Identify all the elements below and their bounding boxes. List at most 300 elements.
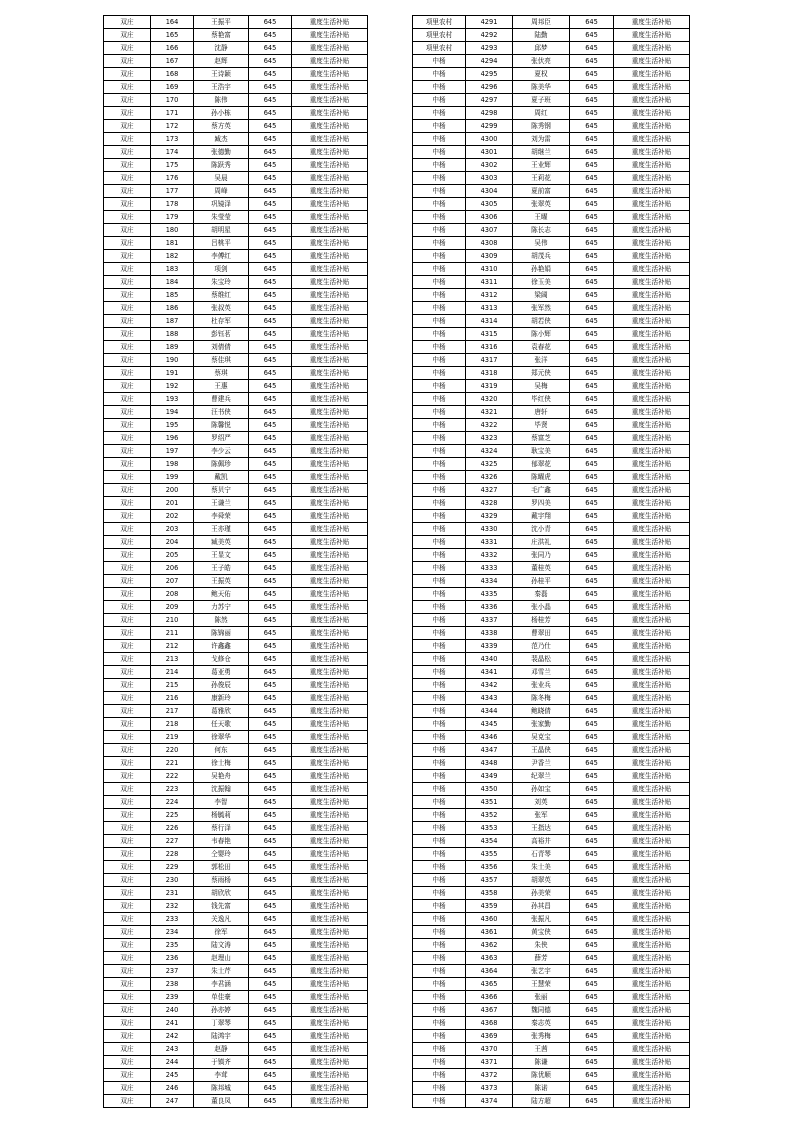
serial-number-cell: 241 — [151, 1017, 194, 1030]
table-row — [413, 1017, 690, 1030]
subsidy-type-cell: 重度生活补贴 — [614, 367, 690, 380]
amount-cell: 645 — [249, 614, 292, 627]
amount-cell: 645 — [570, 224, 614, 237]
subsidy-type-cell: 重度生活补贴 — [292, 523, 368, 536]
amount-cell: 645 — [249, 939, 292, 952]
village-cell: 中杨 — [413, 796, 466, 809]
serial-number-cell: 4352 — [466, 809, 513, 822]
table-row — [104, 653, 368, 666]
serial-number-cell: 204 — [151, 536, 194, 549]
village-cell: 双庄 — [104, 289, 151, 302]
table-row — [413, 81, 690, 94]
village-cell: 中杨 — [413, 965, 466, 978]
subsidy-type-cell: 重度生活补贴 — [614, 250, 690, 263]
amount-cell: 645 — [249, 978, 292, 991]
name-cell: 张同乃 — [513, 549, 570, 562]
amount-cell: 645 — [249, 1043, 292, 1056]
amount-cell: 645 — [249, 406, 292, 419]
serial-number-cell: 4344 — [466, 705, 513, 718]
table-row — [413, 419, 690, 432]
table-row — [413, 458, 690, 471]
subsidy-type-cell: 重度生活补贴 — [614, 393, 690, 406]
amount-cell: 645 — [570, 107, 614, 120]
table-row — [413, 978, 690, 991]
serial-number-cell: 227 — [151, 835, 194, 848]
amount-cell: 645 — [570, 380, 614, 393]
name-cell: 吴艳舟 — [194, 770, 249, 783]
table-row — [413, 1043, 690, 1056]
serial-number-cell: 4325 — [466, 458, 513, 471]
serial-number-cell: 183 — [151, 263, 194, 276]
village-cell: 中杨 — [413, 497, 466, 510]
table-row — [413, 445, 690, 458]
subsidy-type-cell: 重度生活补贴 — [292, 159, 368, 172]
name-cell: 夏权 — [513, 68, 570, 81]
amount-cell: 645 — [570, 159, 614, 172]
name-cell: 鲍晓倩 — [513, 705, 570, 718]
name-cell: 朱侠 — [513, 939, 570, 952]
table-row — [413, 107, 690, 120]
serial-number-cell: 4295 — [466, 68, 513, 81]
table-row — [104, 380, 368, 393]
name-cell: 张秀梅 — [513, 1030, 570, 1043]
subsidy-type-cell: 重度生活补贴 — [614, 744, 690, 757]
table-row — [413, 328, 690, 341]
village-cell: 双庄 — [104, 276, 151, 289]
serial-number-cell: 199 — [151, 471, 194, 484]
village-cell: 中杨 — [413, 211, 466, 224]
subsidy-type-cell: 重度生活补贴 — [292, 848, 368, 861]
name-cell: 李傅红 — [194, 250, 249, 263]
subsidy-type-cell: 重度生活补贴 — [292, 94, 368, 107]
village-cell: 项里农村 — [413, 29, 466, 42]
amount-cell: 645 — [570, 991, 614, 1004]
name-cell: 张叔英 — [194, 302, 249, 315]
village-cell: 双庄 — [104, 172, 151, 185]
amount-cell: 645 — [249, 120, 292, 133]
serial-number-cell: 4311 — [466, 276, 513, 289]
name-cell: 蔡维红 — [194, 289, 249, 302]
table-row — [413, 887, 690, 900]
table-row — [413, 406, 690, 419]
name-cell: 王亦瑾 — [194, 523, 249, 536]
subsidy-type-cell: 重度生活补贴 — [614, 55, 690, 68]
name-cell: 吴梅 — [513, 380, 570, 393]
table-row — [413, 874, 690, 887]
name-cell: 张小晶 — [513, 601, 570, 614]
serial-number-cell: 4360 — [466, 913, 513, 926]
serial-number-cell: 4316 — [466, 341, 513, 354]
subsidy-type-cell: 重度生活补贴 — [614, 133, 690, 146]
table-row — [413, 120, 690, 133]
subsidy-type-cell: 重度生活补贴 — [614, 510, 690, 523]
village-cell: 双庄 — [104, 406, 151, 419]
amount-cell: 645 — [570, 172, 614, 185]
amount-cell: 645 — [249, 107, 292, 120]
serial-number-cell: 216 — [151, 692, 194, 705]
name-cell: 吕桃平 — [194, 237, 249, 250]
village-cell: 双庄 — [104, 562, 151, 575]
name-cell: 耿宝美 — [513, 445, 570, 458]
name-cell: 王指达 — [513, 822, 570, 835]
village-cell: 中杨 — [413, 718, 466, 731]
table-row — [413, 1056, 690, 1069]
subsidy-type-cell: 重度生活补贴 — [292, 692, 368, 705]
amount-cell: 645 — [570, 549, 614, 562]
village-cell: 中杨 — [413, 302, 466, 315]
serial-number-cell: 185 — [151, 289, 194, 302]
name-cell: 李少云 — [194, 445, 249, 458]
amount-cell: 645 — [570, 900, 614, 913]
village-cell: 中杨 — [413, 471, 466, 484]
table-row — [104, 224, 368, 237]
serial-number-cell: 215 — [151, 679, 194, 692]
name-cell: 陈秀钢 — [513, 120, 570, 133]
village-cell: 中杨 — [413, 627, 466, 640]
table-row — [413, 16, 690, 29]
table-row — [413, 471, 690, 484]
village-cell: 中杨 — [413, 250, 466, 263]
subsidy-type-cell: 重度生活补贴 — [292, 1043, 368, 1056]
name-cell: 朱莹莹 — [194, 211, 249, 224]
table-row — [104, 146, 368, 159]
subsidy-type-cell: 重度生活补贴 — [614, 874, 690, 887]
name-cell: 杨毓莉 — [194, 809, 249, 822]
village-cell: 双庄 — [104, 237, 151, 250]
subsidy-type-cell: 重度生活补贴 — [614, 107, 690, 120]
village-cell: 双庄 — [104, 211, 151, 224]
table-row — [104, 978, 368, 991]
subsidy-type-cell: 重度生活补贴 — [614, 796, 690, 809]
amount-cell: 645 — [570, 861, 614, 874]
name-cell: 于镇齐 — [194, 1056, 249, 1069]
amount-cell: 645 — [249, 42, 292, 55]
amount-cell: 645 — [249, 523, 292, 536]
village-cell: 双庄 — [104, 718, 151, 731]
amount-cell: 645 — [570, 55, 614, 68]
serial-number-cell: 4308 — [466, 237, 513, 250]
village-cell: 中杨 — [413, 835, 466, 848]
name-cell: 戈修仓 — [194, 653, 249, 666]
serial-number-cell: 228 — [151, 848, 194, 861]
name-cell: 蔡贝宁 — [194, 484, 249, 497]
serial-number-cell: 4327 — [466, 484, 513, 497]
serial-number-cell: 4335 — [466, 588, 513, 601]
name-cell: 罗绍严 — [194, 432, 249, 445]
amount-cell: 645 — [249, 55, 292, 68]
serial-number-cell: 240 — [151, 1004, 194, 1017]
name-cell: 吴晨 — [194, 172, 249, 185]
table-row — [104, 107, 368, 120]
subsidy-type-cell: 重度生活补贴 — [614, 276, 690, 289]
serial-number-cell: 4319 — [466, 380, 513, 393]
table-row — [413, 575, 690, 588]
amount-cell: 645 — [249, 315, 292, 328]
village-cell: 中杨 — [413, 146, 466, 159]
serial-number-cell: 4359 — [466, 900, 513, 913]
subsidy-type-cell: 重度生活补贴 — [292, 29, 368, 42]
village-cell: 中杨 — [413, 757, 466, 770]
amount-cell: 645 — [570, 120, 614, 133]
name-cell: 戴凯 — [194, 471, 249, 484]
serial-number-cell: 4366 — [466, 991, 513, 1004]
village-cell: 双庄 — [104, 120, 151, 133]
name-cell: 王诗颖 — [194, 68, 249, 81]
village-cell: 双庄 — [104, 744, 151, 757]
village-cell: 双庄 — [104, 250, 151, 263]
serial-number-cell: 4345 — [466, 718, 513, 731]
village-cell: 中杨 — [413, 562, 466, 575]
name-cell: 蔡佳琪 — [194, 354, 249, 367]
table-row — [413, 809, 690, 822]
amount-cell: 645 — [249, 185, 292, 198]
name-cell: 胡茂兵 — [513, 250, 570, 263]
village-cell: 中杨 — [413, 926, 466, 939]
subsidy-type-cell: 重度生活补贴 — [292, 146, 368, 159]
amount-cell: 645 — [570, 640, 614, 653]
table-row — [104, 861, 368, 874]
table-row — [413, 68, 690, 81]
village-cell: 中杨 — [413, 900, 466, 913]
amount-cell: 645 — [249, 913, 292, 926]
amount-cell: 645 — [570, 601, 614, 614]
table-row — [413, 42, 690, 55]
table-row — [104, 952, 368, 965]
table-row — [413, 666, 690, 679]
name-cell: 孙如宝 — [513, 783, 570, 796]
name-cell: 胡明星 — [194, 224, 249, 237]
serial-number-cell: 230 — [151, 874, 194, 887]
name-cell: 王子皓 — [194, 562, 249, 575]
name-cell: 汪书侠 — [194, 406, 249, 419]
table-row — [104, 302, 368, 315]
serial-number-cell: 238 — [151, 978, 194, 991]
amount-cell: 645 — [249, 289, 292, 302]
subsidy-type-cell: 重度生活补贴 — [614, 68, 690, 81]
serial-number-cell: 184 — [151, 276, 194, 289]
subsidy-type-cell: 重度生活补贴 — [614, 1069, 690, 1082]
village-cell: 双庄 — [104, 458, 151, 471]
subsidy-type-cell: 重度生活补贴 — [614, 29, 690, 42]
subsidy-type-cell: 重度生活补贴 — [292, 1082, 368, 1095]
name-cell: 项剑 — [194, 263, 249, 276]
subsidy-type-cell: 重度生活补贴 — [614, 120, 690, 133]
subsidy-type-cell: 重度生活补贴 — [614, 224, 690, 237]
subsidy-type-cell: 重度生活补贴 — [614, 1082, 690, 1095]
village-cell: 双庄 — [104, 445, 151, 458]
subsidy-type-cell: 重度生活补贴 — [614, 94, 690, 107]
name-cell: 陈小辉 — [513, 328, 570, 341]
table-row — [104, 458, 368, 471]
subsidy-type-cell: 重度生活补贴 — [614, 731, 690, 744]
amount-cell: 645 — [249, 679, 292, 692]
serial-number-cell: 175 — [151, 159, 194, 172]
serial-number-cell: 4310 — [466, 263, 513, 276]
village-cell: 双庄 — [104, 1069, 151, 1082]
village-cell: 双庄 — [104, 952, 151, 965]
subsidy-type-cell: 重度生活补贴 — [292, 757, 368, 770]
name-cell: 任天歌 — [194, 718, 249, 731]
amount-cell: 645 — [249, 1082, 292, 1095]
serial-number-cell: 4294 — [466, 55, 513, 68]
table-row — [104, 926, 368, 939]
subsidy-type-cell: 重度生活补贴 — [614, 341, 690, 354]
name-cell: 黄宝侠 — [513, 926, 570, 939]
name-cell: 臧美英 — [194, 536, 249, 549]
amount-cell: 645 — [249, 354, 292, 367]
village-cell: 中杨 — [413, 874, 466, 887]
subsidy-type-cell: 重度生活补贴 — [292, 224, 368, 237]
serial-number-cell: 194 — [151, 406, 194, 419]
serial-number-cell: 190 — [151, 354, 194, 367]
village-cell: 中杨 — [413, 367, 466, 380]
amount-cell: 645 — [570, 1043, 614, 1056]
name-cell: 张业兵 — [513, 679, 570, 692]
subsidy-type-cell: 重度生活补贴 — [614, 926, 690, 939]
village-cell: 双庄 — [104, 913, 151, 926]
name-cell: 李君涵 — [194, 978, 249, 991]
serial-number-cell: 4328 — [466, 497, 513, 510]
table-row — [104, 55, 368, 68]
serial-number-cell: 169 — [151, 81, 194, 94]
serial-number-cell: 4340 — [466, 653, 513, 666]
village-cell: 中杨 — [413, 380, 466, 393]
serial-number-cell: 225 — [151, 809, 194, 822]
subsidy-type-cell: 重度生活补贴 — [292, 679, 368, 692]
subsidy-type-cell: 重度生活补贴 — [292, 432, 368, 445]
table-row — [413, 1069, 690, 1082]
subsidy-type-cell: 重度生活补贴 — [292, 55, 368, 68]
subsidy-type-cell: 重度生活补贴 — [614, 536, 690, 549]
serial-number-cell: 213 — [151, 653, 194, 666]
amount-cell: 645 — [570, 653, 614, 666]
village-cell: 双庄 — [104, 653, 151, 666]
subsidy-type-cell: 重度生活补贴 — [614, 835, 690, 848]
name-cell: 张德勤 — [194, 146, 249, 159]
amount-cell: 645 — [570, 237, 614, 250]
amount-cell: 645 — [570, 328, 614, 341]
name-cell: 吴克宝 — [513, 731, 570, 744]
subsidy-type-cell: 重度生活补贴 — [614, 627, 690, 640]
amount-cell: 645 — [570, 1056, 614, 1069]
name-cell: 董良凤 — [194, 1095, 249, 1108]
serial-number-cell: 243 — [151, 1043, 194, 1056]
table-row — [104, 835, 368, 848]
amount-cell: 645 — [249, 887, 292, 900]
village-cell: 中杨 — [413, 523, 466, 536]
table-row — [104, 627, 368, 640]
serial-number-cell: 4291 — [466, 16, 513, 29]
amount-cell: 645 — [249, 705, 292, 718]
amount-cell: 645 — [570, 1030, 614, 1043]
serial-number-cell: 226 — [151, 822, 194, 835]
name-cell: 孙艳娟 — [513, 263, 570, 276]
table-row — [413, 289, 690, 302]
subsidy-type-cell: 重度生活补贴 — [292, 809, 368, 822]
serial-number-cell: 4363 — [466, 952, 513, 965]
village-cell: 中杨 — [413, 458, 466, 471]
serial-number-cell: 235 — [151, 939, 194, 952]
subsidy-type-cell: 重度生活补贴 — [614, 42, 690, 55]
table-row — [413, 848, 690, 861]
name-cell: 赵辉 — [194, 55, 249, 68]
serial-number-cell: 4353 — [466, 822, 513, 835]
table-row — [104, 159, 368, 172]
table-row — [104, 1043, 368, 1056]
amount-cell: 645 — [249, 16, 292, 29]
name-cell: 沈振翰 — [194, 783, 249, 796]
subsidy-type-cell: 重度生活补贴 — [614, 601, 690, 614]
amount-cell: 645 — [249, 575, 292, 588]
serial-number-cell: 4348 — [466, 757, 513, 770]
amount-cell: 645 — [570, 627, 614, 640]
table-row — [104, 692, 368, 705]
serial-number-cell: 4358 — [466, 887, 513, 900]
amount-cell: 645 — [249, 926, 292, 939]
serial-number-cell: 193 — [151, 393, 194, 406]
name-cell: 蔡富芝 — [513, 432, 570, 445]
subsidy-type-cell: 重度生活补贴 — [292, 770, 368, 783]
village-cell: 双庄 — [104, 861, 151, 874]
table-row — [413, 731, 690, 744]
name-cell: 王振平 — [194, 16, 249, 29]
serial-number-cell: 4296 — [466, 81, 513, 94]
village-cell: 双庄 — [104, 523, 151, 536]
village-cell: 中杨 — [413, 289, 466, 302]
amount-cell: 645 — [570, 367, 614, 380]
subsidy-type-cell: 重度生活补贴 — [292, 666, 368, 679]
name-cell: 力苏宁 — [194, 601, 249, 614]
amount-cell: 645 — [570, 198, 614, 211]
name-cell: 周邦臣 — [513, 16, 570, 29]
table-row — [413, 640, 690, 653]
village-cell: 中杨 — [413, 939, 466, 952]
amount-cell: 645 — [249, 809, 292, 822]
subsidy-type-cell: 重度生活补贴 — [292, 705, 368, 718]
serial-number-cell: 4303 — [466, 172, 513, 185]
serial-number-cell: 191 — [151, 367, 194, 380]
subsidy-type-cell: 重度生活补贴 — [614, 237, 690, 250]
serial-number-cell: 4371 — [466, 1056, 513, 1069]
serial-number-cell: 4299 — [466, 120, 513, 133]
amount-cell: 645 — [570, 536, 614, 549]
subsidy-type-cell: 重度生活补贴 — [614, 172, 690, 185]
subsidy-type-cell: 重度生活补贴 — [614, 81, 690, 94]
serial-number-cell: 4297 — [466, 94, 513, 107]
table-row — [413, 1004, 690, 1017]
name-cell: 毕贤 — [513, 419, 570, 432]
name-cell: 朱宝玲 — [194, 276, 249, 289]
serial-number-cell: 211 — [151, 627, 194, 640]
table-row — [413, 276, 690, 289]
table-row — [104, 1095, 368, 1108]
table-row — [413, 939, 690, 952]
subsidy-type-cell: 重度生活补贴 — [292, 341, 368, 354]
amount-cell: 645 — [249, 263, 292, 276]
amount-cell: 645 — [570, 952, 614, 965]
serial-number-cell: 4315 — [466, 328, 513, 341]
village-cell: 双庄 — [104, 42, 151, 55]
table-row — [104, 1017, 368, 1030]
amount-cell: 645 — [570, 1069, 614, 1082]
amount-cell: 645 — [570, 913, 614, 926]
subsidy-type-cell: 重度生活补贴 — [292, 549, 368, 562]
name-cell: 仝婴玲 — [194, 848, 249, 861]
subsidy-type-cell: 重度生活补贴 — [292, 575, 368, 588]
amount-cell: 645 — [570, 978, 614, 991]
name-cell: 杜存军 — [194, 315, 249, 328]
name-cell: 张家勤 — [513, 718, 570, 731]
